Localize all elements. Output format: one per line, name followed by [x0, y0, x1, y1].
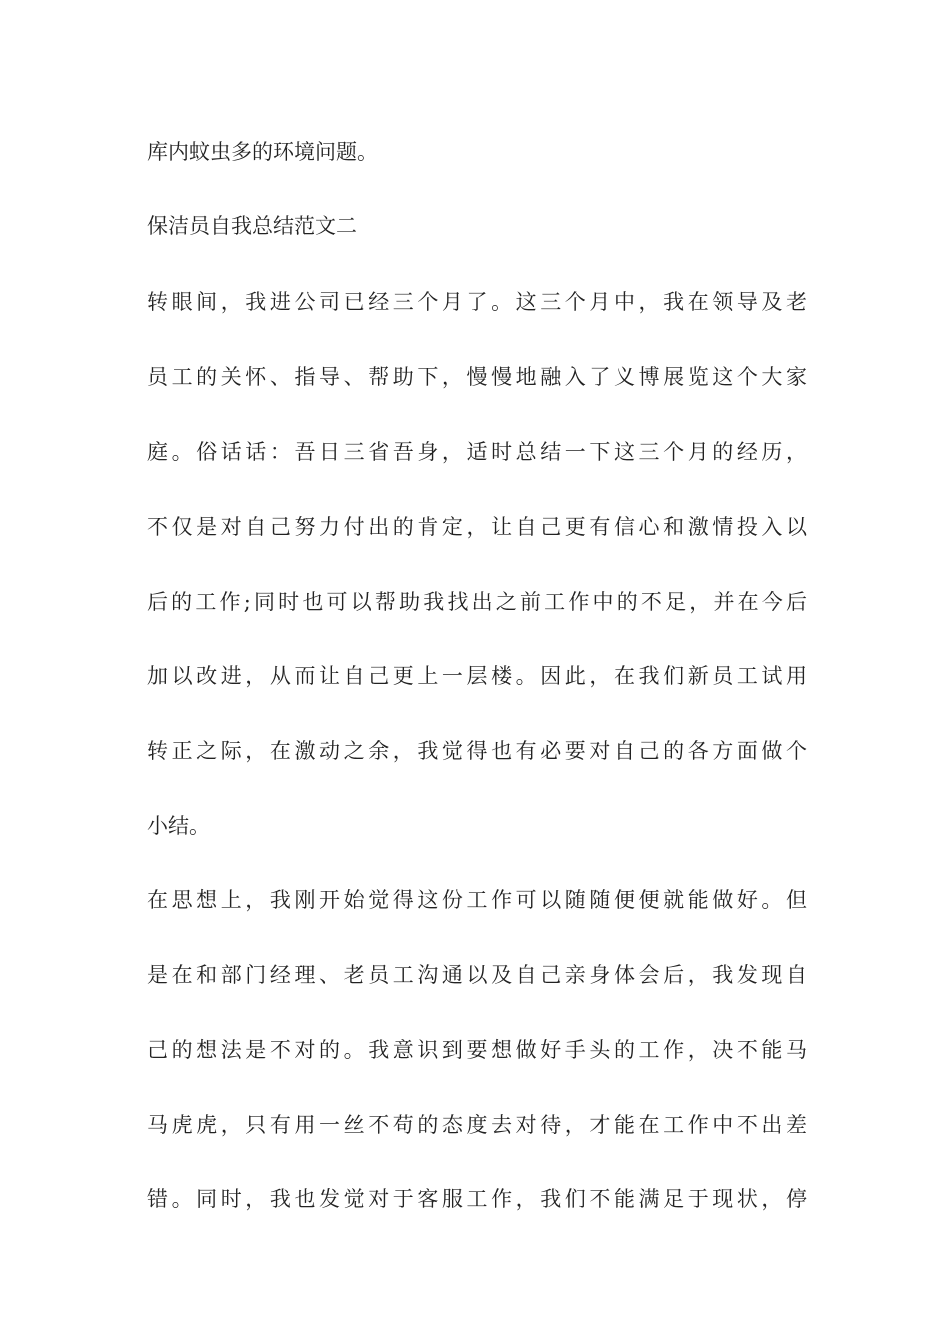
text-line: 员工的关怀、指导、帮助下，慢慢地融入了义博展览这个大家 [147, 365, 807, 389]
text-line: 己的想法是不对的。我意识到要想做好手头的工作，决不能马 [147, 1038, 807, 1062]
text-line: 马虎虎，只有用一丝不苟的态度去对待，才能在工作中不出差 [147, 1113, 807, 1137]
text-line: 庭。俗话话：吾日三省吾身，适时总结一下这三个月的经历， [147, 440, 807, 464]
text-line: 转眼间，我进公司已经三个月了。这三个月中，我在领导及老 [147, 290, 807, 314]
text-line: 错。同时，我也发觉对于客服工作，我们不能满足于现状，停 [147, 1187, 807, 1211]
text-line: 加以改进，从而让自己更上一层楼。因此，在我们新员工试用 [147, 664, 807, 688]
text-line: 后的工作;同时也可以帮助我找出之前工作中的不足，并在今后 [147, 590, 807, 614]
text-line: 在思想上，我刚开始觉得这份工作可以随随便便就能做好。但 [147, 888, 807, 912]
text-line: 转正之际，在激动之余，我觉得也有必要对自己的各方面做个 [147, 739, 807, 763]
text-line: 不仅是对自己努力付出的肯定，让自己更有信心和激情投入以 [147, 515, 807, 539]
text-line: 小结。 [147, 814, 210, 838]
text-line: 是在和部门经理、老员工沟通以及自己亲身体会后，我发现自 [147, 963, 807, 987]
text-line: 库内蚊虫多的环境问题。 [147, 140, 378, 164]
section-heading: 保洁员自我总结范文二 [147, 214, 357, 238]
